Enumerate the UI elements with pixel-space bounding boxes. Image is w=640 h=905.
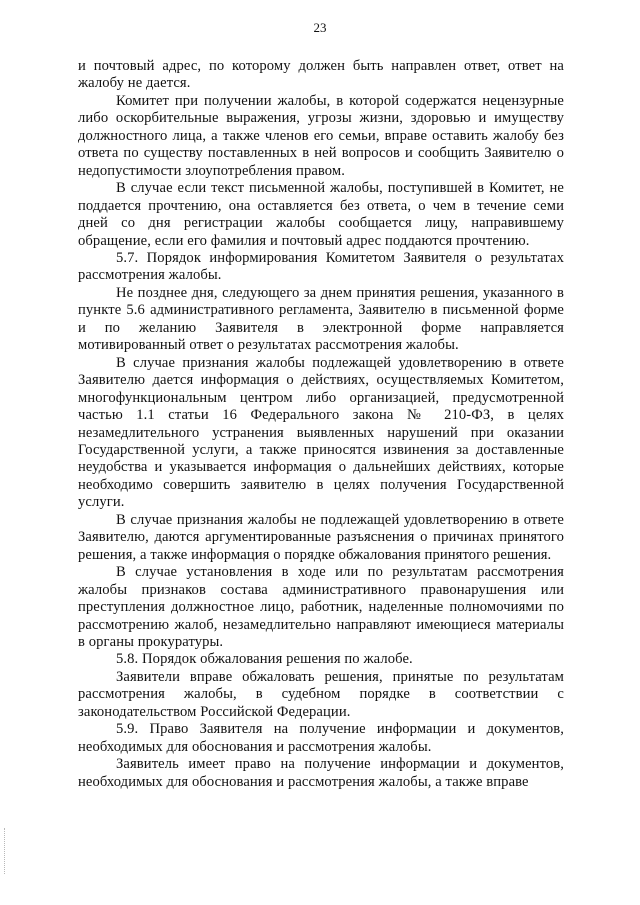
paragraph-complaint-rejected: В случае признания жалобы не подлежащей удовлетворению в ответе Заявителю, даются аргументированные разъяснения о причинах принятого решения, а также информация о порядке обжалования принятого решения. — [78, 511, 564, 563]
page-number: 23 — [313, 20, 327, 35]
paragraph-continuation: и почтовый адрес, по которому должен быть направлен ответ, ответ на жалобу не дается. — [78, 58, 564, 92]
section-heading-5-8: 5.8. Порядок обжалования решения по жалобе. — [116, 651, 413, 668]
paragraph-unreadable-complaint: В случае если текст письменной жалобы, поступившей в Комитет, не поддается прочтению, она оставляется без ответа, о чем в течение семи дней со дня регистрации жалобы сообщается лицу, направившему обращение, если его фамилия и почтовый адрес поддаются прочтению. — [78, 180, 564, 249]
paragraph-right-to-information: Заявитель имеет право на получение информации и документов, необходимых для обоснования и рассмотрения жалобы, а также вправе — [78, 756, 564, 790]
paragraph-response-deadline: Не позднее дня, следующего за днем принятия решения, указанного в пункте 5.6 административного регламента, Заявителю в письменной форме и по желанию Заявителя в электронной форме направляется мотивированный ответ о результатах рассмотрения жалобы. — [78, 284, 564, 354]
paragraph-complaint-satisfied: В случае признания жалобы подлежащей удовлетворению в ответе Заявителю дается информация о действиях, осуществляемых Комитетом, многофункциональным центром либо организацией, предусмотренной частью 1.1 статьи 16 Федерального закона № 210-ФЗ, в целях незамедлительного устранения выявленных нарушений при оказании Государственной услуги, а также приносятся извинения за доставленные неудобства и указывается информация о дальнейших действиях, которые необходимо совершить заявителю в целях получения Государственной услуги. — [78, 354, 564, 511]
section-heading-5-9: 5.9. Право Заявителя на получение информации и документов, необходимых для обоснования и рассмотрения жалобы. — [78, 721, 564, 755]
scan-edge-mark — [4, 828, 6, 874]
paragraph-offensive-complaints: Комитет при получении жалобы, в которой содержатся нецензурные либо оскорбительные выражения, угрозы жизни, здоровью и имуществу должностного лица, а также членов его семьи, вправе оставить жалобу без ответа по существу поставленных в ней вопросов и сообщить Заявителю о недопустимости злоупотребления правом. — [78, 92, 564, 179]
document-body — [78, 58, 564, 791]
paragraph-violation-found: В случае установления в ходе или по результатам рассмотрения жалобы признаков состава административного правонарушения или преступления должностное лицо, работник, наделенные полномочиями по рассмотрению жалоб, незамедлительно направляют имеющиеся материалы в органы прокуратуры. — [78, 564, 564, 650]
section-heading-5-7: 5.7. Порядок информирования Комитетом Заявителя о результатах рассмотрения жалобы. — [78, 249, 564, 284]
paragraph-court-appeal: Заявители вправе обжаловать решения, принятые по результатам рассмотрения жалобы, в судебном порядке в соответствии с законодательством Российской Федерации. — [78, 668, 564, 720]
